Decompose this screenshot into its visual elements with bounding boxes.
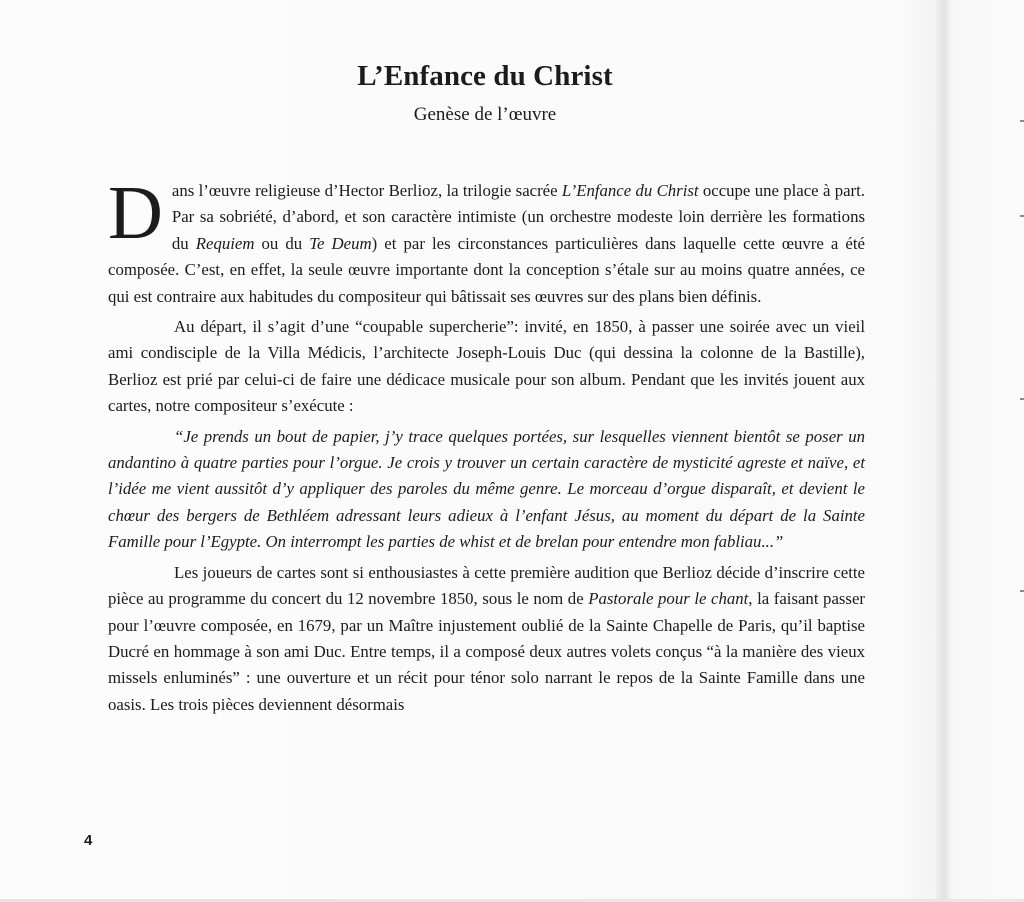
paragraph-performance [108, 560, 865, 718]
page-subtitle: Genèse de l’œuvre [413, 104, 557, 125]
berlioz-quote: “Je prends un bout de papier, j’y trace quelques portées, sur lesquelles viennent bientôt se poser un andantino à quatre parties pour l’orgue. Je crois y trouver un certain caractère de mysticité agreste et naïve, et l’idée me vient aussitôt d’y appliquer des paroles du même genre. Le morceau d’orgue disparaît, et devient le chœur des bergers de Bethléem adressant leurs adieux à l’enfant Jésus, au moment du départ de la Sainte Famille pour l’Egypte. On interrompt les parties de whist et de brelan pour entendre mon fabliau...” [108, 426, 865, 552]
requiem-title: Requiem [195, 233, 255, 253]
edge-mark [1020, 398, 1024, 400]
page-number: 4 [84, 832, 93, 849]
paragraph-intro [108, 171, 865, 310]
edge-mark [1020, 215, 1024, 217]
edge-mark [1020, 120, 1024, 122]
performance-text-b: , la faisant passer pour l’œuvre composée, en 1679, par un Maître injustement oublié de la Sainte Chapelle de Paris, qu’il baptise Ducré en hommage à son ami Duc. Entre temps, il a composé deux autres volets conçus “à la manière des vieux missels enluminés” : une ouverture et un récit pour ténor solo narrant le repos de la Sainte Famille dans une oasis. Les trois pièces deviennent désormais [108, 589, 865, 714]
drop-cap: D [108, 171, 163, 255]
paragraph-origin: Au départ, il s’agit d’une “coupable supercherie”: invité, en 1850, à passer une soirée avec un vieil ami condisciple de la Villa Médicis, l’architecte Joseph-Louis Duc (qui dessina la colonne de la Bastille), Berlioz est prié par celui-ci de faire une dédicace musicale pour son album. Pendant que les invités jouent aux cartes, notre compositeur s’exécute : [108, 317, 865, 416]
page-title: L’Enfance du Christ [357, 60, 613, 92]
work-title: L’Enfance du Christ [561, 181, 699, 200]
page-fold-shadow [935, 0, 949, 902]
intro-text-d: ) et par les circonstances particulières dans laquelle cette œuvre a été composée. C’est, en effet, la seule œuvre importante dont la conception s’étale sur au moins quatre années, ce qui est contraire aux habitudes du compositeur qui bâtissait ses œuvres sur des plans bien définis. [108, 233, 865, 306]
intro-text-c: ou du [254, 233, 310, 253]
performance-text-a: Les joueurs de cartes sont si enthousiastes à cette première audition que Berlioz décide d’inscrire cette pièce au programme du concert du 12 novembre 1850, sous le nom de [108, 562, 865, 609]
pastorale-title: Pastorale pour le chant [588, 589, 749, 609]
article-body [108, 171, 865, 718]
edge-mark [1020, 590, 1024, 592]
intro-text-b: occupe une place à part. Par sa sobriété, d’abord, et son caractère intimiste (un orchestre modeste loin derrière les formations du [171, 181, 865, 253]
intro-text-a: ans l’œuvre religieuse d’Hector Berlioz, la trilogie sacrée [171, 181, 562, 200]
te-deum-title: Te Deum [309, 233, 372, 253]
